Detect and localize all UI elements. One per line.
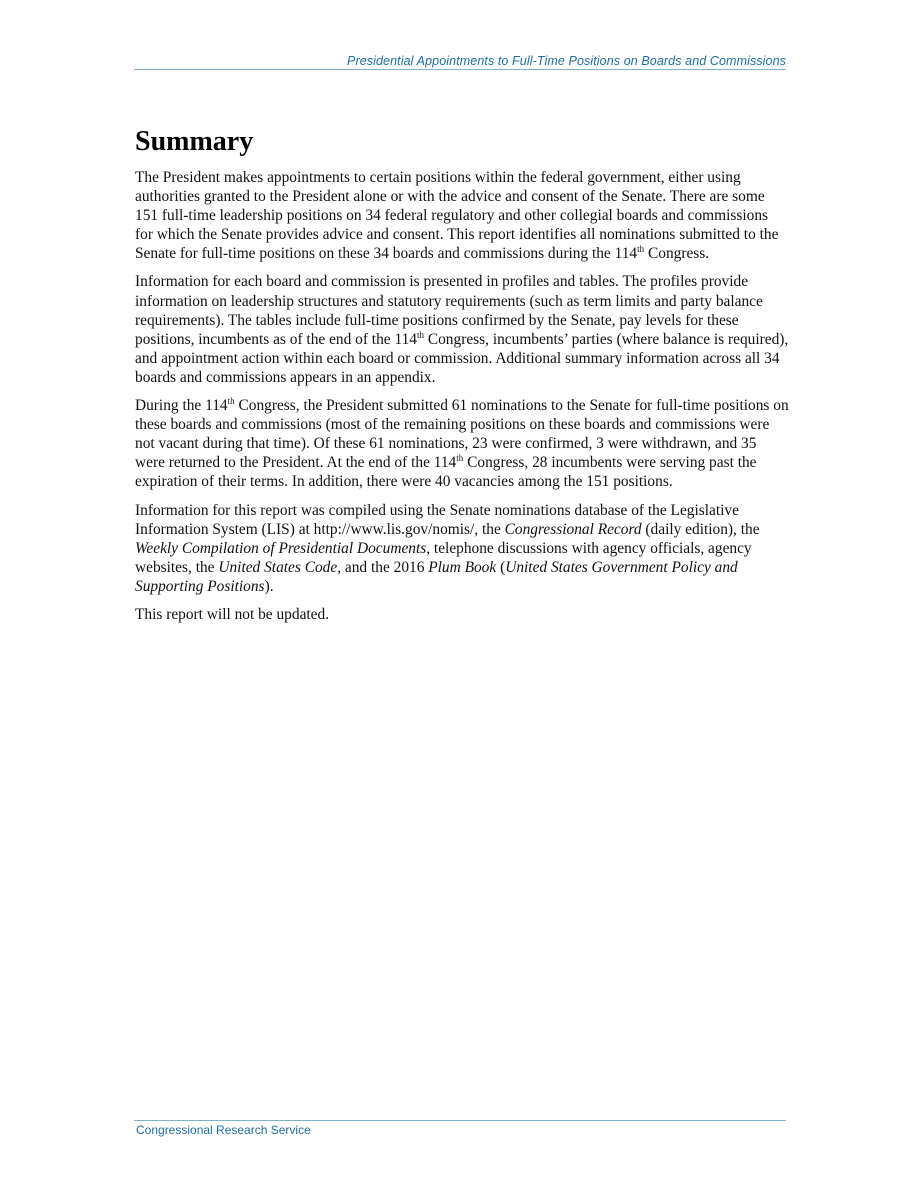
summary-paragraph-5: This report will not be updated. — [135, 605, 330, 623]
citation-us-code: United States Code — [218, 558, 338, 576]
footer-organization: Congressional Research Service — [136, 1123, 311, 1137]
page-title: Summary — [135, 126, 254, 157]
citation-plum-book: Plum Book — [428, 558, 497, 576]
citation-weekly-compilation: Weekly Compilation of Presidential Documents — [135, 539, 427, 557]
summary-section — [135, 125, 789, 633]
citation-congressional-record: Congressional Record — [504, 520, 642, 538]
header-divider — [134, 69, 786, 70]
summary-paragraph-2: Information for each board and commission is presented in profiles and tables. The profiles provide information on leadership structures and statutory requirements (such as term limits and party balance requirements). The tables include full-time positions confirmed by the Senate, pay levels for these positions, incumbents as of the end of the 114th Congress, incumbents’ parties (where balance is required), and appointment action within each board or commission. Additional summary information across all 34 boards and commissions appears in an appendix. — [135, 273, 789, 386]
summary-paragraph-1: The President makes appointments to certain positions within the federal government, either using authorities granted to the President alone or with the advice and consent of the Senate. There are some 151 full-time leadership positions on 34 federal regulatory and other collegial boards and commissions for which the Senate provides advice and consent. This report identifies all nominations submitted to the Senate for full-time positions on these 34 boards and commissions during the 114th Congress. — [135, 169, 779, 263]
summary-paragraph-3: During the 114th Congress, the President submitted 61 nominations to the Senate for full-time positions on these boards and commissions (most of the remaining positions on these boards and commissions were not vacant during that time). Of these 61 nominations, 23 were confirmed, 3 were withdrawn, and 35 were returned to the President. At the end of the 114th Congress, 28 incumbents were serving past the expiration of their terms. In addition, there were 40 vacancies among the 151 positions. — [135, 396, 789, 491]
summary-paragraph-4: Information for this report was compiled using the Senate nominations database of the Legislative Information System (LIS) at http://www.lis.gov/nomis/, the Congressional Record (daily edition), the Weekly Compilation of Presidential Documents, telephone discussions with agency officials, agency websites, the United States Code, and the 2016 Plum Book (United States Government Policy and Supporting Positions). — [135, 501, 760, 595]
citation-plum-book-full-title: United States Government Policy and Supporting Positions — [135, 558, 738, 595]
running-header: Presidential Appointments to Full-Time Positions on Boards and Commissions — [347, 54, 786, 68]
footer-divider — [134, 1120, 786, 1121]
